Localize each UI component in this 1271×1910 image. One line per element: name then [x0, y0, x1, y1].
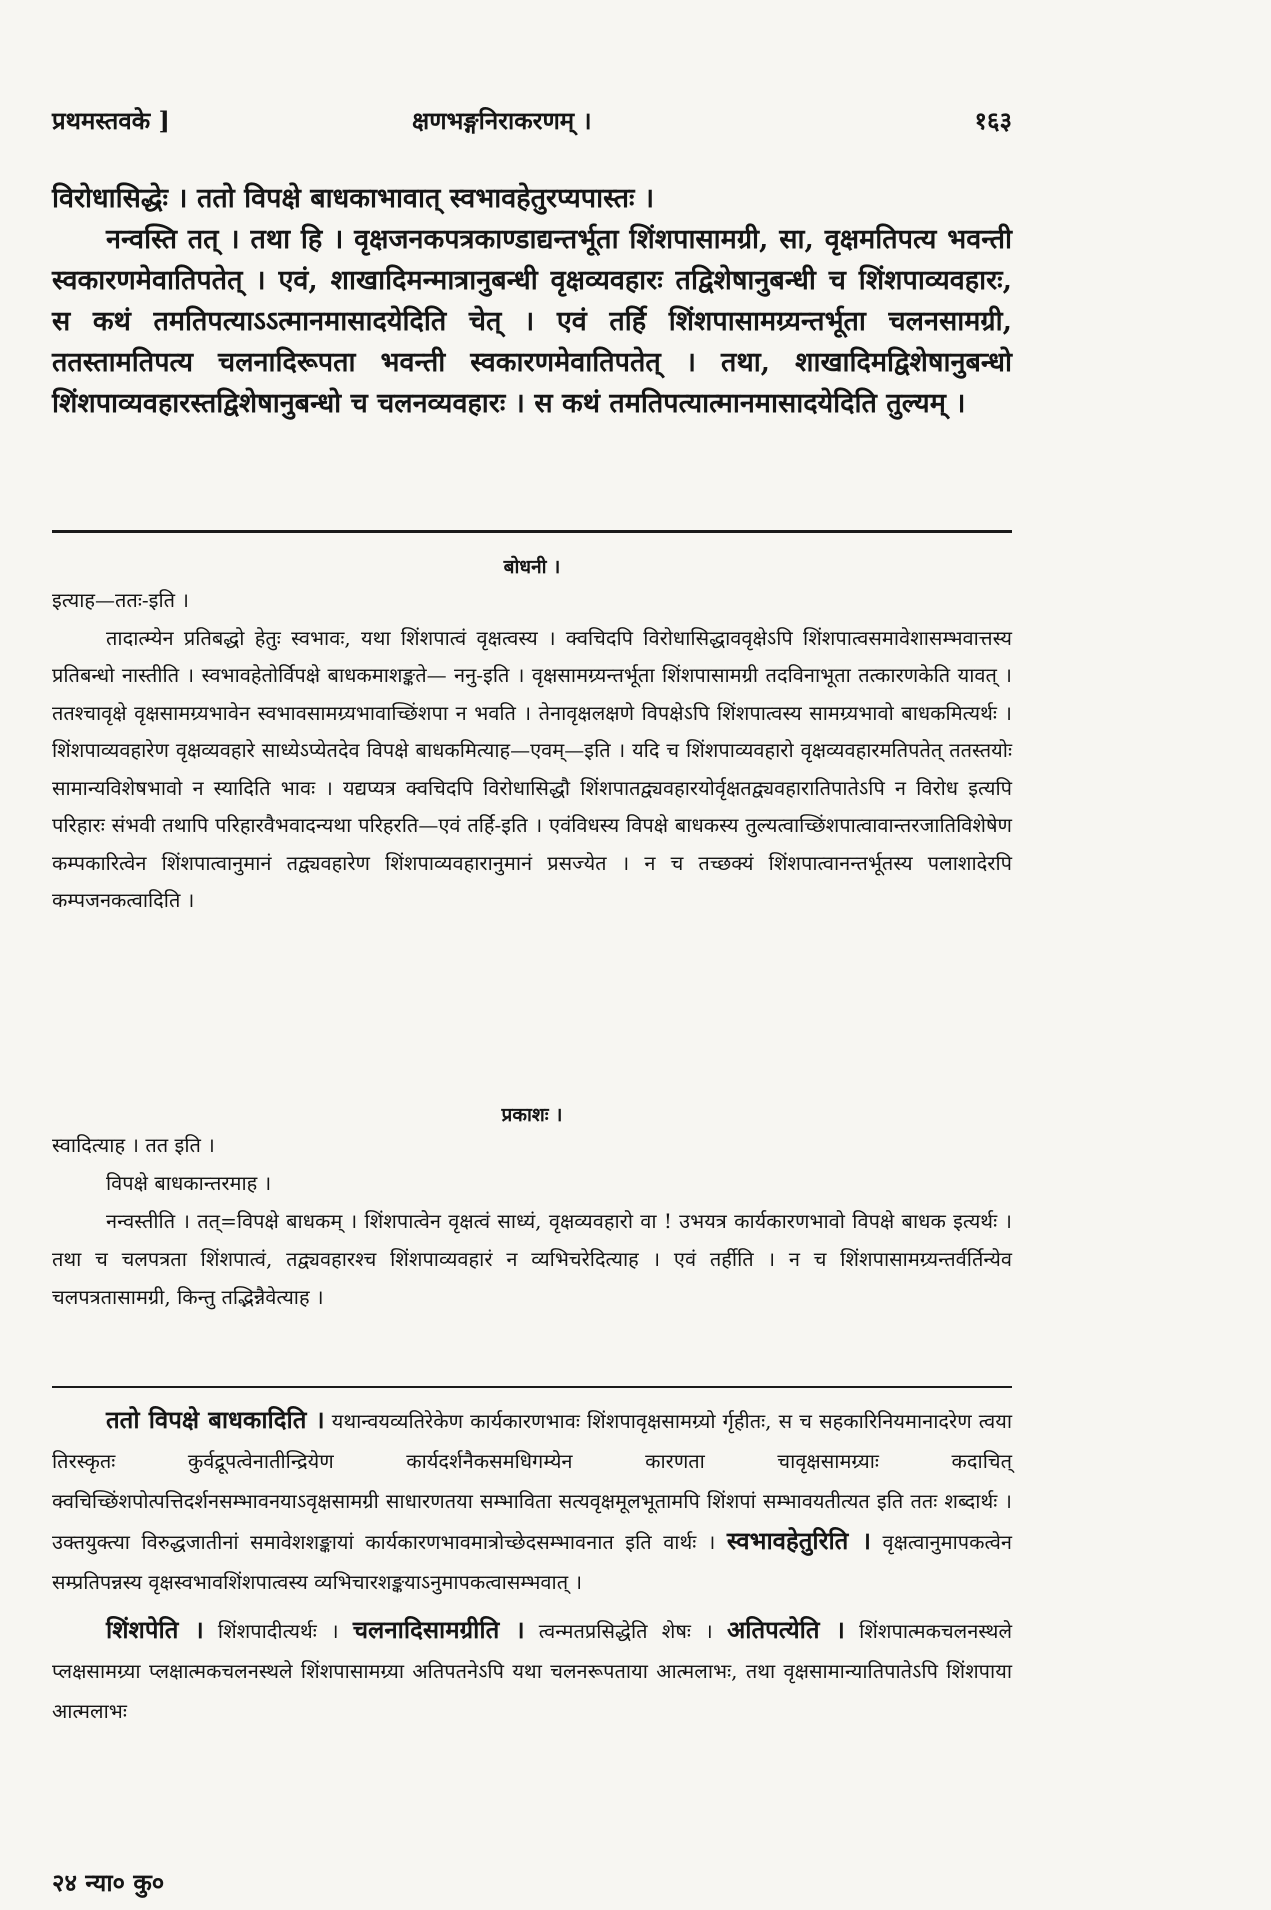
header-section-title: प्रथमस्तवके ] — [52, 106, 170, 135]
prakasha-commentary — [52, 1126, 1012, 1316]
footnote-text: शिंशपात्मकचलनस्थले प्लक्षसामग्र्या प्लक्षात्मकचलनस्थले शिंशपासामग्र्या अतिपतनेऽपि यथा चलनरूपताया आत्मलाभः, तथा वृक्षसामान्यातिपातेऽपि शिंशपाया आत्मलाभः — [52, 1619, 1013, 1723]
prakasha-heading: प्रकाशः । — [501, 1104, 563, 1126]
footnote-text: यथान्वयव्यतिरेकेण कार्यकारणभावः शिंशपावृक्षसामग्र्यो र्गृहीतः, स च सहकारिनियमानादरेण त्वया तिरस्कृतः कुर्वद्रूपत्वेनातीन्द्रियेण कार्यदर्शनैकसमधिगम्येन कारणता चावृक्षसामग्र्याः कदाचित् क्वचिच्छिंशपोत्पत्तिदर्शनसम्भावनयाऽवृक्षसामग्री साधारणतया सम्भाविता सत्यवृक्षमूलभूतामपि शिंशपां सम्भावयतीत्यत इति ततः शब्दार्थः । उक्तयुक्त्या विरुद्धजातीनां समावेशशङ्कायां कार्यकारणभावमात्रोच्छेदसम्भावनात इति वार्थः । — [52, 1409, 1013, 1554]
footnotes — [52, 1400, 1012, 1731]
footnote-lemma: ततो विपक्षे बाधकादिति । — [106, 1405, 325, 1434]
footnote-lemma: अतिपत्येति । — [726, 1615, 845, 1644]
footnote-lemma: चलनादिसामग्रीति । — [352, 1615, 525, 1644]
commentary-paragraph: स्वादित्याह । तत इति । — [52, 1133, 215, 1157]
main-text-line: विरोधासिद्धेः । ततो विपक्षे बाधकाभावात् स्वभावहेतुरप्यपास्तः । — [52, 183, 655, 214]
commentary-paragraph: इत्याह—ततः-इति । — [52, 588, 189, 612]
printer-signature: २४ न्या० कु० — [52, 1868, 165, 1897]
footnote-lemma: स्वभावहेतुरिति । — [726, 1526, 871, 1555]
footnote-lemma: शिंशपेति । — [106, 1615, 204, 1644]
commentary-paragraph: विपक्षे बाधकान्तरमाह । — [106, 1171, 272, 1195]
section-divider — [52, 530, 1012, 533]
commentary-paragraph: नन्वस्तीति । तत्=विपक्षे बाधकम् । शिंशपात्वेन वृक्षत्वं साध्यं, वृक्षव्यवहारो वा ! उभयत्र कार्यकारणभावो विपक्षे बाधक इत्यर्थः । तथा च चलपत्रता शिंशपात्वं, तद्व्यवहारश्च शिंशपाव्यवहारं न व्यभिचरेदित्याह । एवं तर्हीति । न च शिंशपासामग्र्यन्तर्वर्तिन्येव चलपत्रतासामग्री, किन्तु तद्भिन्नैवेत्याह । — [52, 1209, 1012, 1309]
main-text-paragraph: नन्वस्ति तत् । तथा हि । वृक्षजनकपत्रकाण्डाद्यन्तर्भूता शिंशपासामग्री, सा, वृक्षमतिपत्य भवन्ती स्वकारणमेवातिपतेत् । एवं, शाखादिमन्मात्रानुबन्धी वृक्षव्यवहारः तद्विशेषानुबन्धी च शिंशपाव्यवहारः, स कथं तमतिपत्याऽऽत्मानमासादयेदिति चेत् । एवं तर्हि शिंशपासामग्र्यन्तर्भूता चलनसामग्री, ततस्तामतिपत्य चलनादिरूपता भवन्ती स्वकारणमेवातिपतेत् । तथा, शाखादिमद्विशेषानुबन्धो शिंशपाव्यवहारस्तद्विशेषानुबन्धो च चलनव्यवहारः । स कथं तमतिपत्यात्मानमासादयेदिति तुल्यम् । — [52, 224, 1012, 419]
footnote-text: शिंशपादीत्यर्थः । — [217, 1619, 339, 1643]
footnote-paragraph — [52, 1400, 1012, 1602]
commentary-paragraph: तादात्म्येन प्रतिबद्धो हेतुः स्वभावः, यथा शिंशपात्वं वृक्षत्वस्य । क्वचिदपि विरोधासिद्धाववृक्षेऽपि शिंशपात्वसमावेशासम्भवात्तस्य प्रतिबन्धो नास्तीति । स्वभावहेतोर्विपक्षे बाधकमाशङ्कते— ननु-इति । वृक्षसामग्र्यन्तर्भूता शिंशपासामग्री तदविनाभूता तत्कारणकेति यावत् । ततश्चावृक्षे वृक्षसामग्र्यभावेन स्वभावसामग्र्यभावाच्छिंशपा न भवति । तेनावृक्षलक्षणे विपक्षेऽपि शिंशपात्वस्य सामग्र्यभावो बाधकमित्यर्थः । शिंशपाव्यवहारेण वृक्षव्यवहारे साध्येऽप्येतदेव विपक्षे बाधकमित्याह—एवम्—इति । यदि च शिंशपाव्यवहारो वृक्षव्यवहारमतिपतेत् ततस्तयोः सामान्यविशेषभावो न स्यादिति भावः । यद्यप्यत्र क्वचिदपि विरोधासिद्धौ शिंशपातद्व्यवहारयोर्वृक्षतद्व्यवहारातिपातेऽपि न विरोध इत्यपि परिहारः संभवी तथापि परिहारवैभवादन्यथा परिहरति—एवं तर्हि-इति । एवंविधस्य विपक्षे बाधकस्य तुल्यत्वाच्छिंशपात्वावान्तरजातिविशेषेण कम्पकारित्वेन शिंशपात्वानुमानं तद्व्यवहारेण शिंशपाव्यवहारानुमानं प्रसज्येत । न च तच्छक्यं शिंशपात्वानन्तर्भूतस्य पलाशादेरपि कम्पजनकत्वादिति । — [52, 625, 1012, 912]
bodhini-heading: बोधनी । — [503, 556, 561, 578]
main-verse-text — [52, 178, 1012, 424]
page-number: १६३ — [974, 106, 1012, 135]
footnote-paragraph — [52, 1610, 1012, 1731]
footnote-text: वृक्षत्वानुमापकत्वेन सम्प्रतिपन्नस्य वृक्षस्वभावशिंशपात्वस्य व्यभिचारशङ्कयाऽनुमापकत्वासम्भवात् । — [52, 1530, 1012, 1594]
footnote-text: त्वन्मतप्रसिद्धेति शेषः । — [538, 1619, 713, 1643]
running-header — [52, 104, 1012, 144]
header-chapter-title: क्षणभङ्गनिराकरणम् । — [412, 106, 592, 135]
bodhini-commentary — [52, 582, 1012, 920]
footnote-divider — [52, 1386, 1012, 1388]
